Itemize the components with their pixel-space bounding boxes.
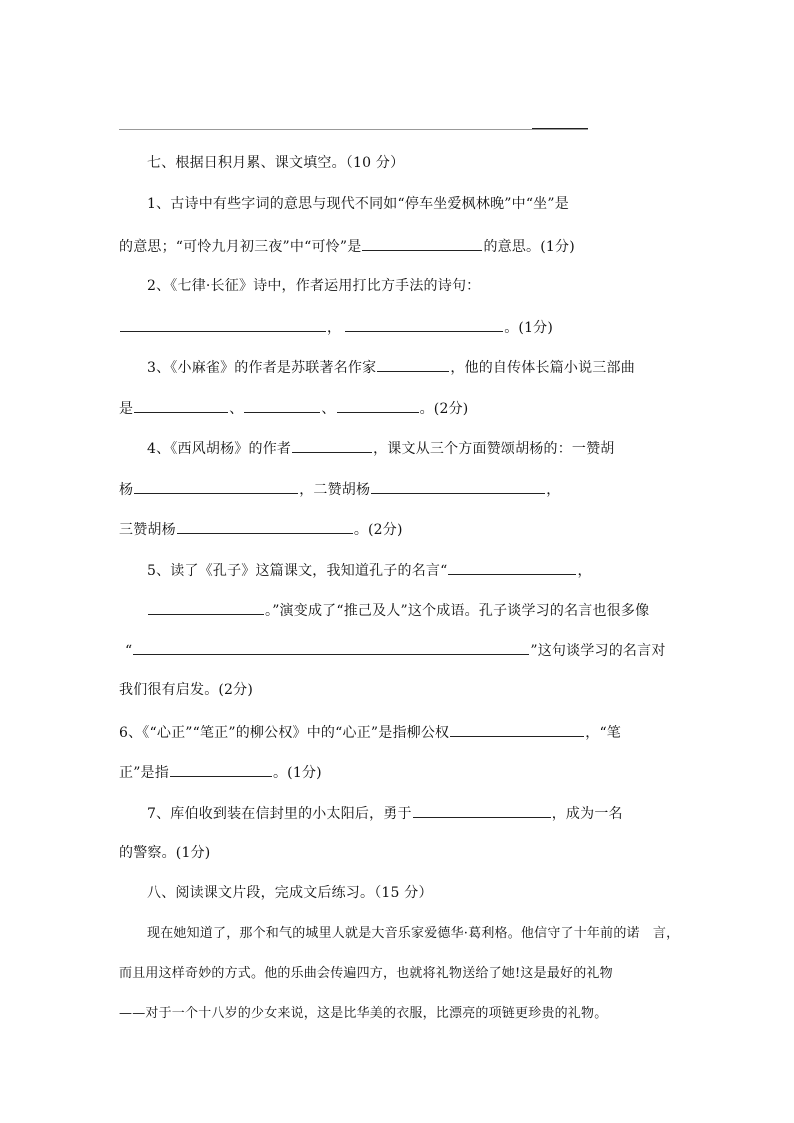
- header-rule: [119, 129, 588, 130]
- question-6-text-2: ，“笔: [585, 725, 622, 741]
- passage-line-1: 现在她知道了，那个和气的城里人就是大音乐家爱德华·葛利格。他信守了十年前的诺 言，: [147, 926, 680, 941]
- q3-book-blank-1[interactable]: [134, 398, 228, 413]
- question-6-points: 。(1分): [272, 765, 322, 781]
- question-5-sep: ，: [577, 563, 592, 579]
- question-2-line-2: [119, 317, 553, 337]
- question-1-text: 1、古诗中有些字词的意思与现代不同如“停车坐爱枫林晚”中“坐”是: [147, 196, 569, 212]
- header-rule-segment: [532, 128, 588, 129]
- question-6-text: 6、《“心正”“笔正”的柳公权》中的“心正”是指柳公权: [119, 725, 450, 741]
- question-5-line-2: [147, 600, 649, 620]
- question-3-text-3: 是: [119, 401, 134, 417]
- question-3-line-1: [147, 357, 635, 377]
- question-4-line-3: [119, 519, 403, 539]
- question-2-text: 2、《七律·长征》诗中，作者运用打比方手法的诗句：: [147, 278, 481, 294]
- question-5-line-4: 我们很有启发。(2分): [119, 682, 254, 698]
- q5-quote-blank-2[interactable]: [148, 600, 264, 615]
- question-3-line-2: [119, 398, 468, 418]
- question-6-line-2: [119, 762, 322, 782]
- q4-praise-blank-1[interactable]: [134, 479, 298, 494]
- question-4-points: 。(2分): [353, 522, 403, 538]
- question-7-line-2: 的警察。(1分): [119, 845, 211, 861]
- q4-praise-blank-2[interactable]: [371, 479, 545, 494]
- q3-book-blank-2[interactable]: [244, 398, 320, 413]
- q6-heart-blank[interactable]: [450, 722, 584, 737]
- section-7-title: 七、根据日积月累、课文填空。（10 分）: [147, 155, 405, 171]
- question-4-text-2: ，课文从三个方面赞颂胡杨的：一赞胡: [373, 441, 615, 457]
- question-3-sep-1: 、: [229, 401, 244, 417]
- question-7-text: 7、库伯收到装在信封里的小太阳后，勇于: [147, 806, 412, 822]
- question-2-points: 。(1分): [504, 320, 554, 336]
- q3-book-blank-3[interactable]: [337, 398, 419, 413]
- question-5-line-3: [125, 640, 666, 660]
- q3-author-blank[interactable]: [377, 357, 449, 372]
- question-4-line-2: [119, 479, 560, 499]
- q2-answer-blank-2[interactable]: [345, 317, 503, 332]
- q4-author-blank[interactable]: [292, 438, 372, 453]
- q6-pen-blank[interactable]: [170, 762, 272, 777]
- question-1-line-1: [147, 195, 569, 213]
- question-1-text-2: 的意思；“可怜九月初三夜”中“可怜”是: [119, 239, 362, 255]
- q2-answer-blank-1[interactable]: [120, 317, 326, 332]
- question-7-text-2: ，成为一名: [551, 806, 623, 822]
- question-5-text-2: 。”演变成了“推己及人”这个成语。孔子谈学习的名言也很多像: [265, 603, 650, 619]
- question-1-text-3: 的意思。(1分): [483, 239, 575, 255]
- question-4-text-3: 杨: [119, 482, 134, 498]
- question-3-text: 3、《小麻雀》的作者是苏联著名作家: [147, 360, 377, 376]
- question-5-open-quote: “: [125, 643, 133, 659]
- q5-study-quote-blank[interactable]: [133, 640, 529, 655]
- question-4-text-5: 三赞胡杨: [119, 522, 176, 538]
- question-5-text-3: ”这句谈学习的名言对: [530, 643, 666, 659]
- question-2-sep: ，: [327, 320, 342, 336]
- q1-answer-blank[interactable]: [362, 236, 482, 251]
- q7-answer-blank[interactable]: [413, 803, 551, 818]
- q5-quote-blank-1[interactable]: [448, 560, 576, 575]
- question-3-points: 。(2分): [419, 401, 469, 417]
- question-2-line-1: [147, 277, 480, 295]
- question-4-sep: ，: [546, 482, 561, 498]
- question-6-text-3: 正”是指: [119, 765, 169, 781]
- section-8-title: 八、阅读课文片段，完成文后练习。（15 分）: [147, 885, 433, 901]
- question-4-text-4: ，二赞胡杨: [299, 482, 371, 498]
- question-1-line-2: [119, 236, 575, 256]
- passage-line-2: 而且用这样奇妙的方式。他的乐曲会传遍四方，也就将礼物送给了她!这是最好的礼物: [119, 966, 613, 981]
- q4-praise-blank-3[interactable]: [177, 519, 353, 534]
- passage-line-3: ——对于一个十八岁的少女来说，这是比华美的衣服，比漂亮的项链更珍贵的礼物。: [119, 1006, 608, 1021]
- question-7-line-1: [147, 803, 623, 823]
- question-3-sep-2: 、: [321, 401, 336, 417]
- question-6-line-1: [119, 722, 621, 742]
- question-5-text: 5、读了《孔子》这篇课文，我知道孔子的名言“: [147, 563, 448, 579]
- question-5-line-1: [147, 560, 592, 580]
- question-3-text-2: ，他的自传体长篇小说三部曲: [450, 360, 635, 376]
- question-4-line-1: [147, 438, 615, 458]
- question-4-text: 4、《西风胡杨》的作者: [147, 441, 292, 457]
